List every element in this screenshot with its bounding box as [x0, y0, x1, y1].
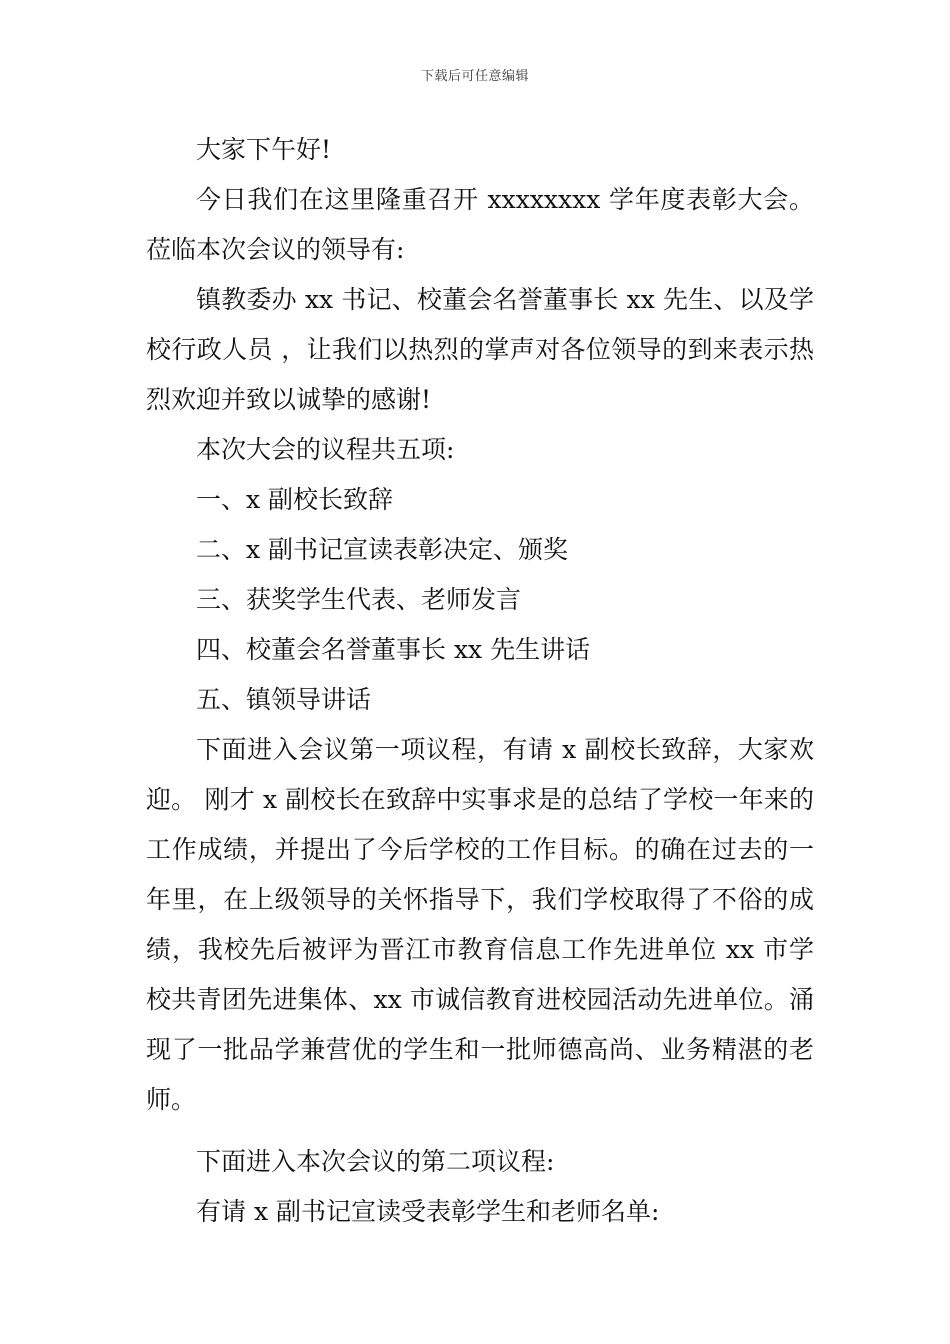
agenda-item-1: 一、x 副校长致辞 [196, 485, 394, 514]
agenda-item-3: 三、获奖学生代表、老师发言 [196, 585, 522, 614]
paragraph-greeting: 大家下午好! [196, 135, 332, 164]
paragraph-award-list: 有请 x 副书记宣读受表彰学生和老师名单: [196, 1197, 660, 1226]
page-header: 下载后可任意编辑 [420, 69, 529, 84]
paragraph-second-item: 下面进入本次会议的第二项议程: [196, 1147, 555, 1176]
paragraph-first-item: 下面进入会议第一项议程，有请 x 副校长致辞，大家欢迎。 刚才 x 副校长在致辞中实事求是的总结了学校一年来的工作成绩，并提出了今后学校的工作目标。的确在过去的一年里，在上级领导的关怀指导下，我们学校取得了不俗的成绩，我校先后被评为晋江市教育信息工作先进单位 xx 市学校共青团先进集体、xx 市诚信教育进校园活动先进单位。涌现了一批品学兼营优的学生和一批师德高尚、业务精湛的老师。 [146, 735, 814, 1114]
paragraph-leaders: 镇教委办 xx 书记、校董会名誉董事长 xx 先生、以及学校行政人员 ，让我们以热烈的掌声对各位领导的到来表示热烈欢迎并致以诚挚的感谢! [146, 285, 814, 414]
agenda-item-2: 二、x 副书记宣读表彰决定、颁奖 [196, 535, 569, 564]
paragraph-opening: 今日我们在这里隆重召开 xxxxxxxx 学年度表彰大会。莅临本次会议的领导有: [146, 185, 814, 264]
agenda-item-5: 五、镇领导讲话 [196, 685, 372, 714]
paragraph-agenda-intro: 本次大会的议程共五项: [196, 435, 455, 464]
agenda-item-4: 四、校董会名誉董事长 xx 先生讲话 [196, 635, 591, 664]
document-body [146, 125, 814, 1237]
